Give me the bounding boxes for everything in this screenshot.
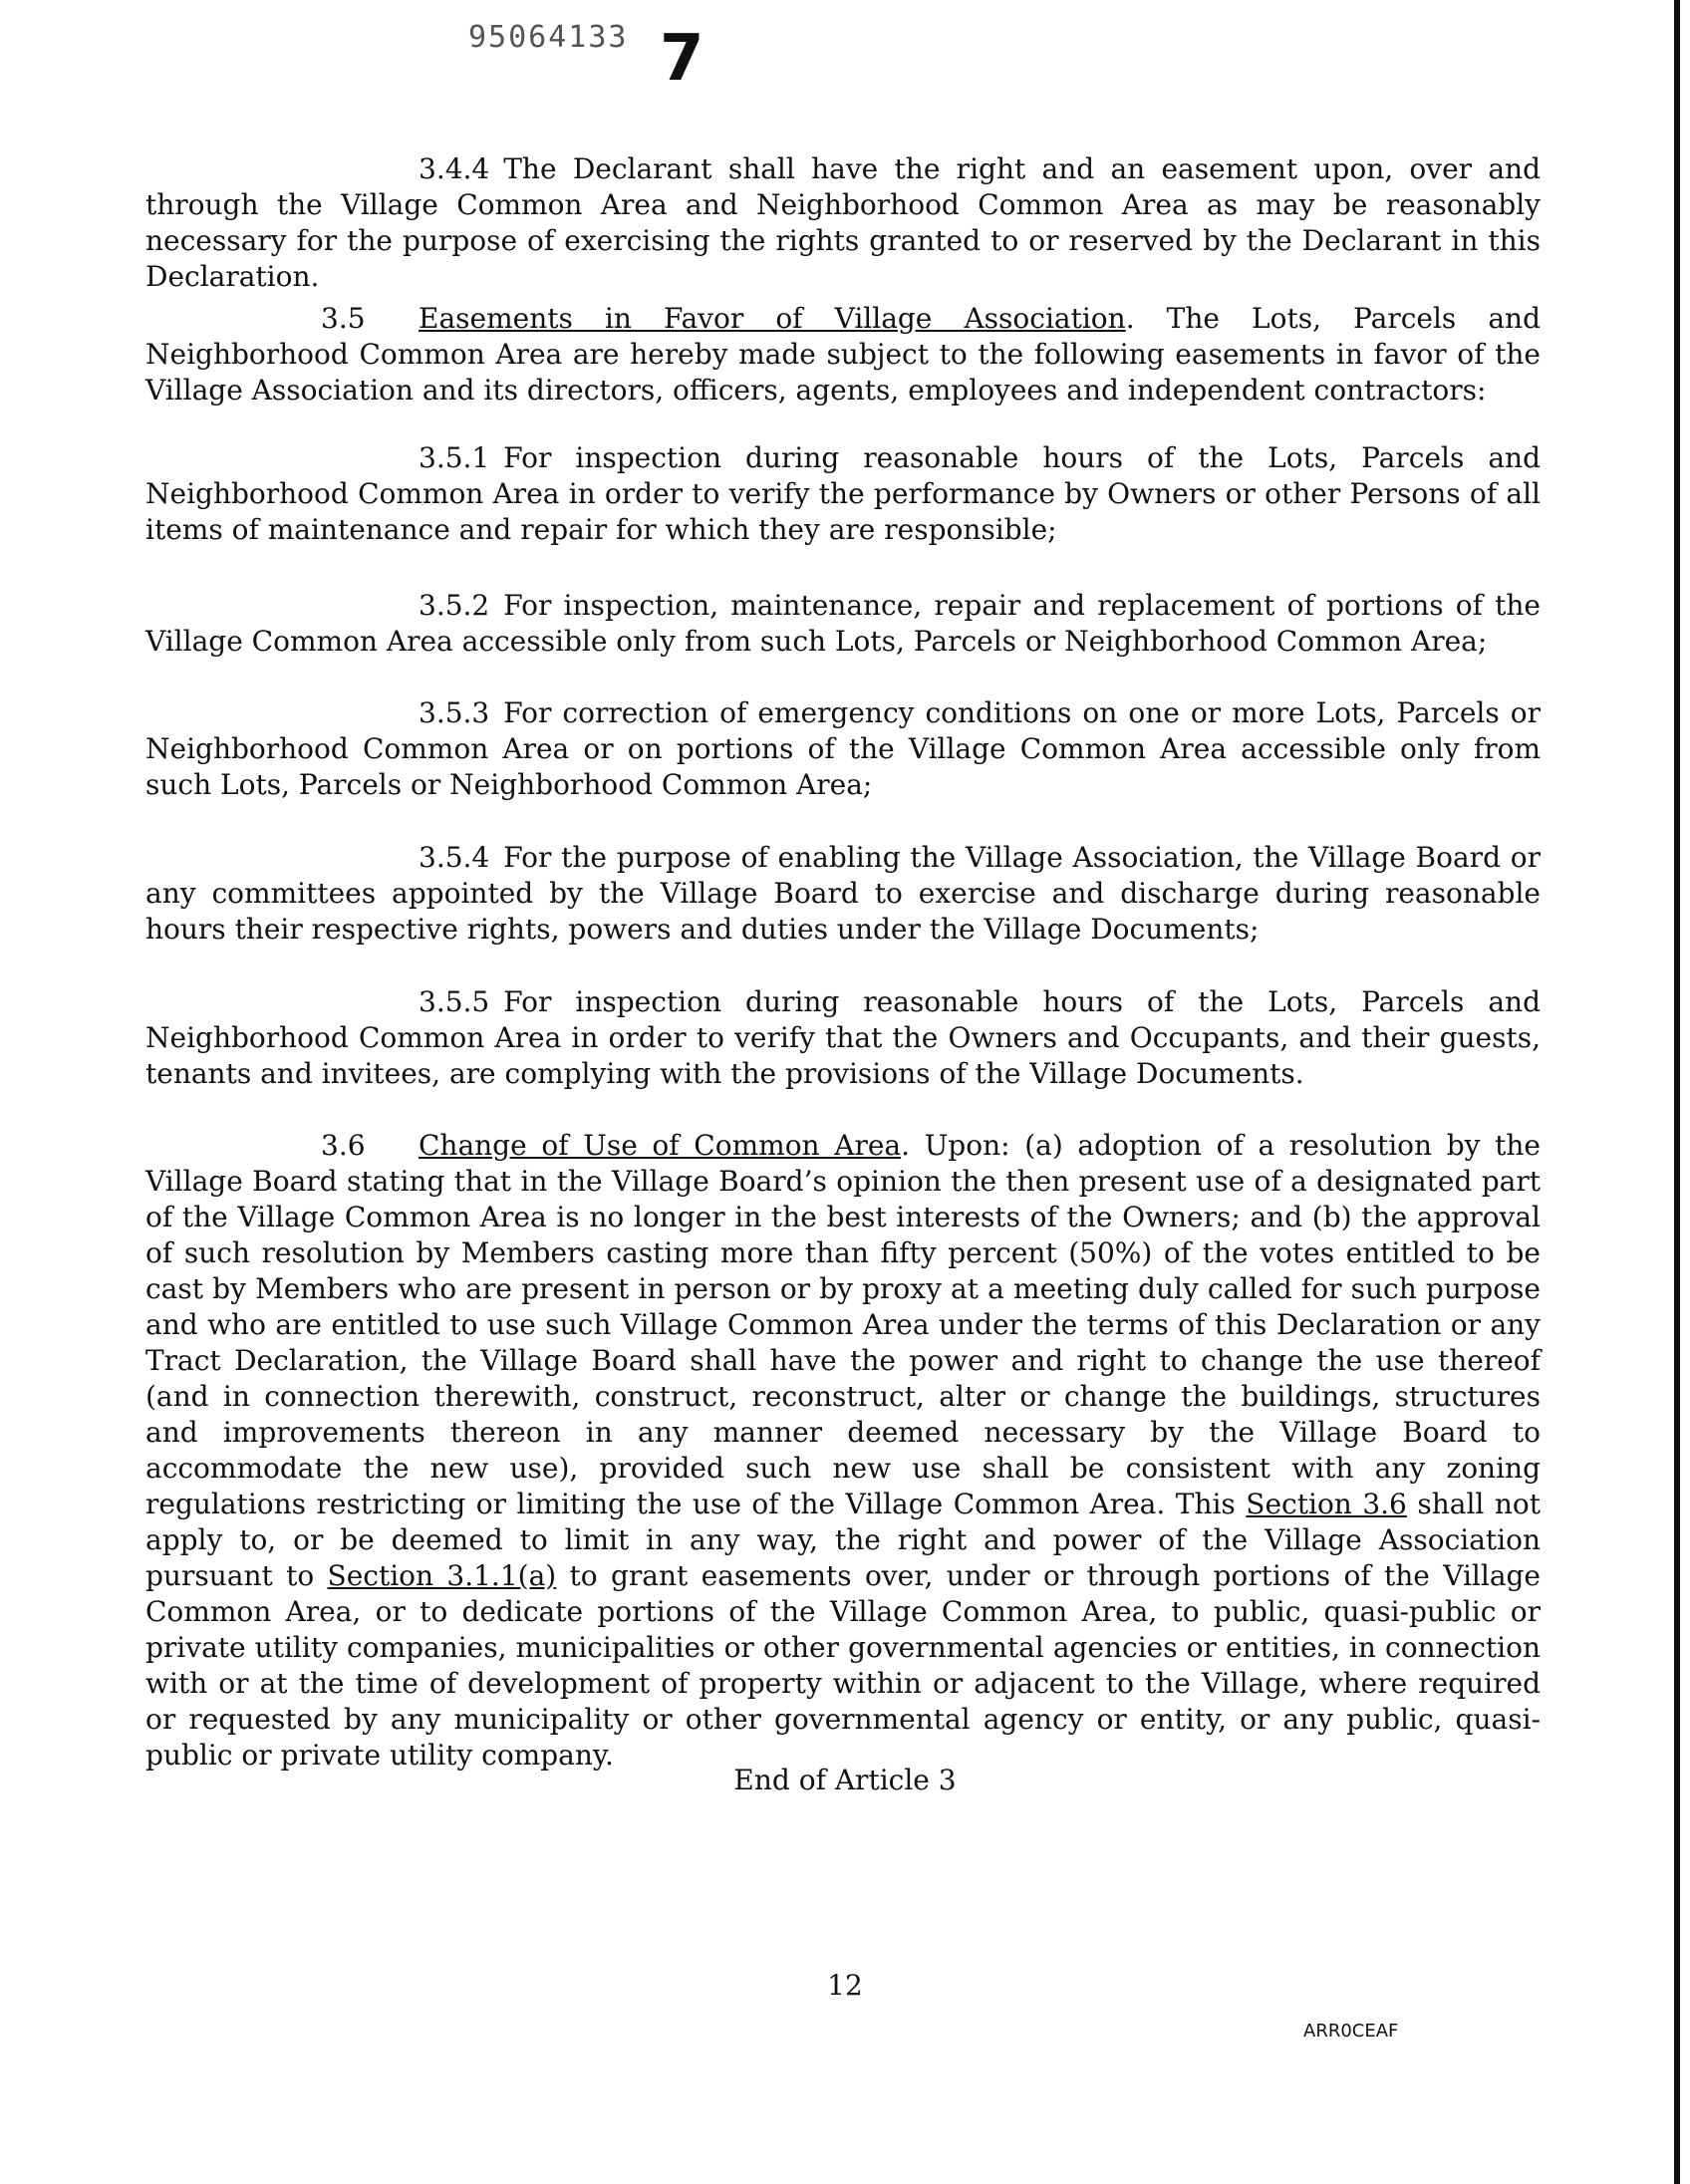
section-number: 3.5.5 bbox=[419, 985, 490, 1018]
paragraph-3-5-5 bbox=[145, 984, 1541, 1092]
section-number: 3.5.3 bbox=[419, 696, 490, 729]
paragraph-text: . Upon: (a) adoption of a resolution by the Village Board stating that in the Village Board’s opinion the then present use of a designated part of the Village Common Area is no longer in the best interests of the Owners; and (b) the approval of such resolution by Members casting more than fifty percent (50%) of the votes entitled to be cast by Members who are present in person or by proxy at a meeting duly called for such purpose and who are entitled to use such Village Common Area under the terms of this Declaration or any Tract Declaration, the Village Board shall have the power and right to change the use thereof (and in connection therewith, construct, reconstruct, alter or change the buildings, structures and improvements thereon in any manner deemed necessary by the Village Board to accommodate the new use), provided such new use shall be consistent with any zoning regulations restricting or limiting the use of the Village Common Area. This bbox=[145, 1129, 1541, 1520]
section-heading: Easements in Favor of Village Association bbox=[419, 302, 1126, 335]
section-number: 3.4.4 bbox=[419, 152, 490, 185]
paragraph-3-5-3 bbox=[145, 695, 1541, 803]
paragraph-text: . The Lots, Parcels and Neighborhood Common Area are hereby made subject to the following easements in favor of the Village Association and its directors, officers, agents, employees and independent contractors: bbox=[145, 302, 1542, 407]
paragraph-text: The Declarant shall have the right and an easement upon, over and through the Village Common Area and Neighborhood Common Area as may be reasonably necessary for the purpose of exercising the rights granted to or reserved by the Declarant in this Declaration. bbox=[145, 152, 1541, 293]
document-code: ARR0CEAF bbox=[1303, 2021, 1399, 2042]
paragraph-3-5-2 bbox=[145, 588, 1541, 660]
paragraph-3-4-4 bbox=[145, 151, 1541, 295]
paragraph-text: For correction of emergency conditions on one or more Lots, Parcels or Neighborhood Common Area or on portions of the Village Common Area accessible only from such Lots, Parcels or Neighborhood Common Area; bbox=[145, 696, 1541, 801]
section-number: 3.5.1 bbox=[419, 441, 490, 474]
recording-number: 95064133 bbox=[468, 20, 629, 55]
section-number: 3.6 bbox=[321, 1129, 366, 1162]
section-reference: Section 3.1.1(a) bbox=[327, 1559, 557, 1592]
section-number: 3.5.4 bbox=[419, 841, 490, 874]
paragraph-3-5-4 bbox=[145, 840, 1541, 948]
paragraph-3-5-1 bbox=[145, 440, 1541, 548]
paragraph-text: to grant easements over, under or through portions of the Village Common Area, or to dedicate portions of the Village Common Area, to public, quasi-public or private utility companies, municipalities or other governmental agencies or entities, in connection with or at the time of development of property within or adjacent to the Village, where required or requested by any municipality or other governmental agency or entity, or any public, quasi-public or private utility company. bbox=[145, 1559, 1542, 1772]
paragraph-3-5 bbox=[145, 301, 1541, 409]
section-heading: Change of Use of Common Area bbox=[419, 1129, 902, 1162]
end-of-article: End of Article 3 bbox=[733, 1764, 957, 1796]
paragraph-text: For inspection, maintenance, repair and replacement of portions of the Village Common Area accessible only from such Lots, Parcels or Neighborhood Common Area; bbox=[145, 589, 1541, 658]
paragraph-text: For inspection during reasonable hours of the Lots, Parcels and Neighborhood Common Area in order to verify that the Owners and Occupants, and their guests, tenants and invitees, are complying with the provisions of the Village Documents. bbox=[145, 985, 1541, 1090]
section-reference: Section 3.6 bbox=[1246, 1488, 1407, 1520]
recording-number-mark: 7 bbox=[660, 22, 704, 96]
paragraph-text: For the purpose of enabling the Village Association, the Village Board or any committees appointed by the Village Board to exercise and discharge during reasonable hours their respective rights, powers and duties under the Village Documents; bbox=[145, 841, 1541, 946]
paragraph-text: For inspection during reasonable hours of the Lots, Parcels and Neighborhood Common Area in order to verify the performance by Owners or other Persons of all items of maintenance and repair for which they are responsible; bbox=[145, 441, 1541, 546]
section-number: 3.5 bbox=[321, 302, 366, 335]
paragraph-text: shall not apply to, or be deemed to limit in any way, the right and power of the Village Association pursuant to bbox=[145, 1488, 1541, 1592]
page-number: 12 bbox=[827, 1969, 863, 2002]
page-edge-rule bbox=[1674, 0, 1680, 2184]
paragraph-3-6 bbox=[145, 1128, 1541, 1774]
section-number: 3.5.2 bbox=[419, 589, 490, 622]
